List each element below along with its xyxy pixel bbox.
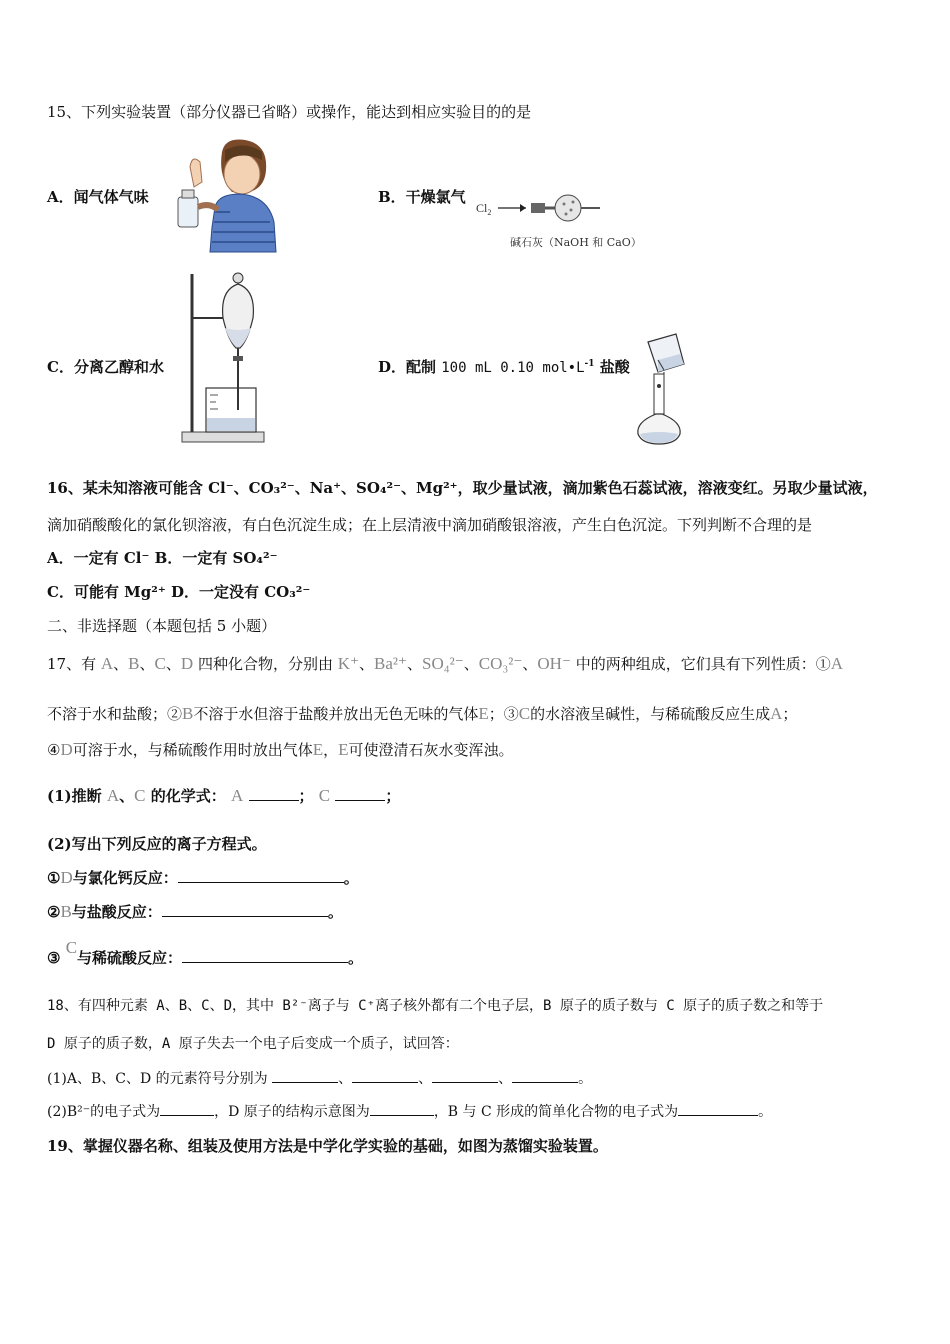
q18-part1: (1)A、B、C、D 的元素符号分别为 、 、 、 。 [47,1068,592,1089]
compound-d: D [180,654,194,673]
q16-stem-line1: 16、某未知溶液可能含 Cl⁻、CO₃²⁻、Na⁺、SO₄²⁻、Mg²⁺，取少量试液，滴加紫色石蕊试液，溶液变红。另取少量试液， [47,479,878,497]
q17-line1: 17、有 A、B、C、D 四种化合物，分别由 K⁺、Ba²⁺、SO₄²⁻、CO₃²⁻、OH⁻ 中的两种组成，它们具有下列性质：①A [47,654,843,673]
q15-option-b: B．干燥氯气 [378,188,466,206]
compound-c-ref: C [518,704,531,723]
q17-part1: (1)推断 A、C 的化学式： A ； C ； [47,786,401,805]
r3-compound: C [65,938,78,957]
q18-line2: D 原子的质子数，A 原子失去一个电子后变成一个质子，试回答： [47,1036,459,1052]
ion-ba: Ba²⁺ [374,654,407,673]
compound-b: B [128,654,140,673]
compound-c: C [154,654,166,673]
answer-blank-bc-electron[interactable] [678,1101,758,1116]
volumetric-flask-figure [628,330,710,446]
smell-gas-figure [170,132,280,254]
r2-compound: B [60,902,72,921]
p1-c-label: C [134,786,146,805]
r2-end: 。 [327,903,343,921]
section-2-heading: 二、非选择题（本题包括 5 小题） [47,617,277,635]
q17-l2-c: ；③ [488,705,519,723]
answer-blank-c[interactable] [335,786,385,801]
q17-p1-b: 的化学式： [150,787,226,805]
ion-so4: SO₄²⁻ [422,654,464,673]
q15-stem: 15、下列实验装置（部分仪器已省略）或操作，能达到相应实验目的的是 [47,103,532,121]
q17-l2-a: 不溶于水和盐酸；② [47,705,183,723]
soda-lime-caption: 碱石灰（NaOH 和 CaO） [510,236,642,249]
q17-reaction1 [47,868,359,888]
q17-line2: 不溶于水和盐酸；②B不溶于水但溶于盐酸并放出无色无味的气体E；③C的水溶液呈碱性，与稀硫酸反应生成A； [47,704,798,723]
gas-e-ref3: E [338,740,349,759]
q16-options-line2: C．可能有 Mg²⁺ D．一定没有 CO₃²⁻ [47,583,311,601]
answer-blank-r3[interactable] [182,948,348,963]
r1-text: 与氯化钙反应： [72,869,178,887]
compound-d-ref: D [60,740,73,759]
r3-end: 。 [348,949,364,967]
answer-blank-elem-c[interactable] [432,1068,498,1083]
compound-a: A [100,654,114,673]
q18-line1: 18、有四种元素 A、B、C、D，其中 B²⁻离子与 C⁺离子核外都有二个电子层，B 原子的质子数与 C 原子的质子数之和等于 [47,998,824,1014]
q17-line3: ④D可溶于水，与稀硫酸作用时放出气体E，E可使澄清石灰水变浑浊。 [47,740,514,759]
q16-stem-line2: 滴加硝酸酸化的氯化钡溶液，有白色沉淀生成；在上层清液中滴加硝酸银溶液，产生白色沉淀。下列判断不合理的是 [47,516,813,534]
ion-oh: OH⁻ [537,654,571,673]
option-d-suffix: 盐酸 [599,358,630,376]
gas-e-ref: E [478,704,489,723]
option-d-formula: 100 mL 0.10 mol•L [441,360,585,376]
compound-a-ref: A [830,654,843,673]
answer-blank-elem-a[interactable] [272,1068,338,1083]
q17-l1-b: 四种化合物，分别由 [197,655,333,673]
separatory-funnel-figure [178,270,268,446]
answer-blank-elem-d[interactable] [512,1068,578,1083]
q18-p2-c: ，B 与 C 形成的简单化合物的电子式为 [433,1104,679,1120]
cl2-label: $Cl_2$ [476,201,492,217]
compound-b-ref: B [182,704,194,723]
q15-option-c: C．分离乙醇和水 [47,358,164,376]
q18-p1-text: (1)A、B、C、D 的元素符号分别为 [47,1071,268,1087]
q17-l2-d: 的水溶液呈碱性，与稀硫酸反应生成 [530,705,771,723]
q17-p1-a: (1)推断 [47,787,102,805]
r1-num: ① [47,869,61,887]
q19-line1: 19、掌握仪器名称、组装及使用方法是中学化学实验的基础，如图为蒸馏实验装置。 [47,1137,608,1155]
q17-l2-b: 不溶于水但溶于盐酸并放出无色无味的气体 [193,705,479,723]
r2-text: 与盐酸反应： [71,903,162,921]
q17-l3-c: 可使澄清石灰水变浑浊。 [348,741,514,759]
ion-co3: CO₃²⁻ [478,654,523,673]
answer-blank-elem-b[interactable] [352,1068,418,1083]
answer-blank-b2-electron[interactable] [160,1101,214,1116]
q17-reaction2 [47,902,343,922]
r2-num: ② [47,903,61,921]
q15-option-a: A．闻气体气味 [47,188,149,206]
q16-options-line1: A．一定有 Cl⁻ B．一定有 SO₄²⁻ [47,549,278,567]
r1-compound: D [60,868,73,887]
q17-part2: (2)写出下列反应的离子方程式。 [47,835,267,853]
p1-c-answer-label: C [318,786,331,805]
q18-part2: (2)B²⁻的电子式为 ，D 原子的结构示意图为 ，B 与 C 形成的简单化合物的电子式为 。 [47,1101,772,1122]
option-d-exponent: -1 [584,359,595,369]
answer-blank-r2[interactable] [162,902,328,917]
q18-p2-a: (2)B²⁻的电子式为 [47,1104,161,1120]
ion-k: K⁺ [337,654,359,673]
q15-option-d [378,356,630,377]
q18-p2-b: ，D 原子的结构示意图为 [214,1104,370,1120]
r1-end: 。 [343,869,359,887]
dry-chlorine-figure [476,188,676,252]
p1-a-label: A [106,786,120,805]
answer-blank-a[interactable] [249,786,299,801]
q17-l1-c: 中的两种组成，它们具有下列性质：① [575,655,831,673]
answer-blank-d-structure[interactable] [370,1101,434,1116]
q17-l3-a: ④ [47,741,61,759]
gas-e-ref2: E [312,740,324,759]
q17-reaction3 [47,938,364,968]
q17-l1-a: 17、有 [47,655,97,673]
answer-blank-r1[interactable] [178,868,344,883]
compound-a-ref2: A [770,704,783,723]
p1-a-answer-label: A [231,786,244,805]
r3-text: 与稀硫酸反应： [77,949,183,967]
q17-l3-b: 可溶于水，与稀硫酸作用时放出气体 [72,741,313,759]
option-d-prefix: D．配制 [378,358,437,376]
r3-num: ③ [47,949,61,967]
